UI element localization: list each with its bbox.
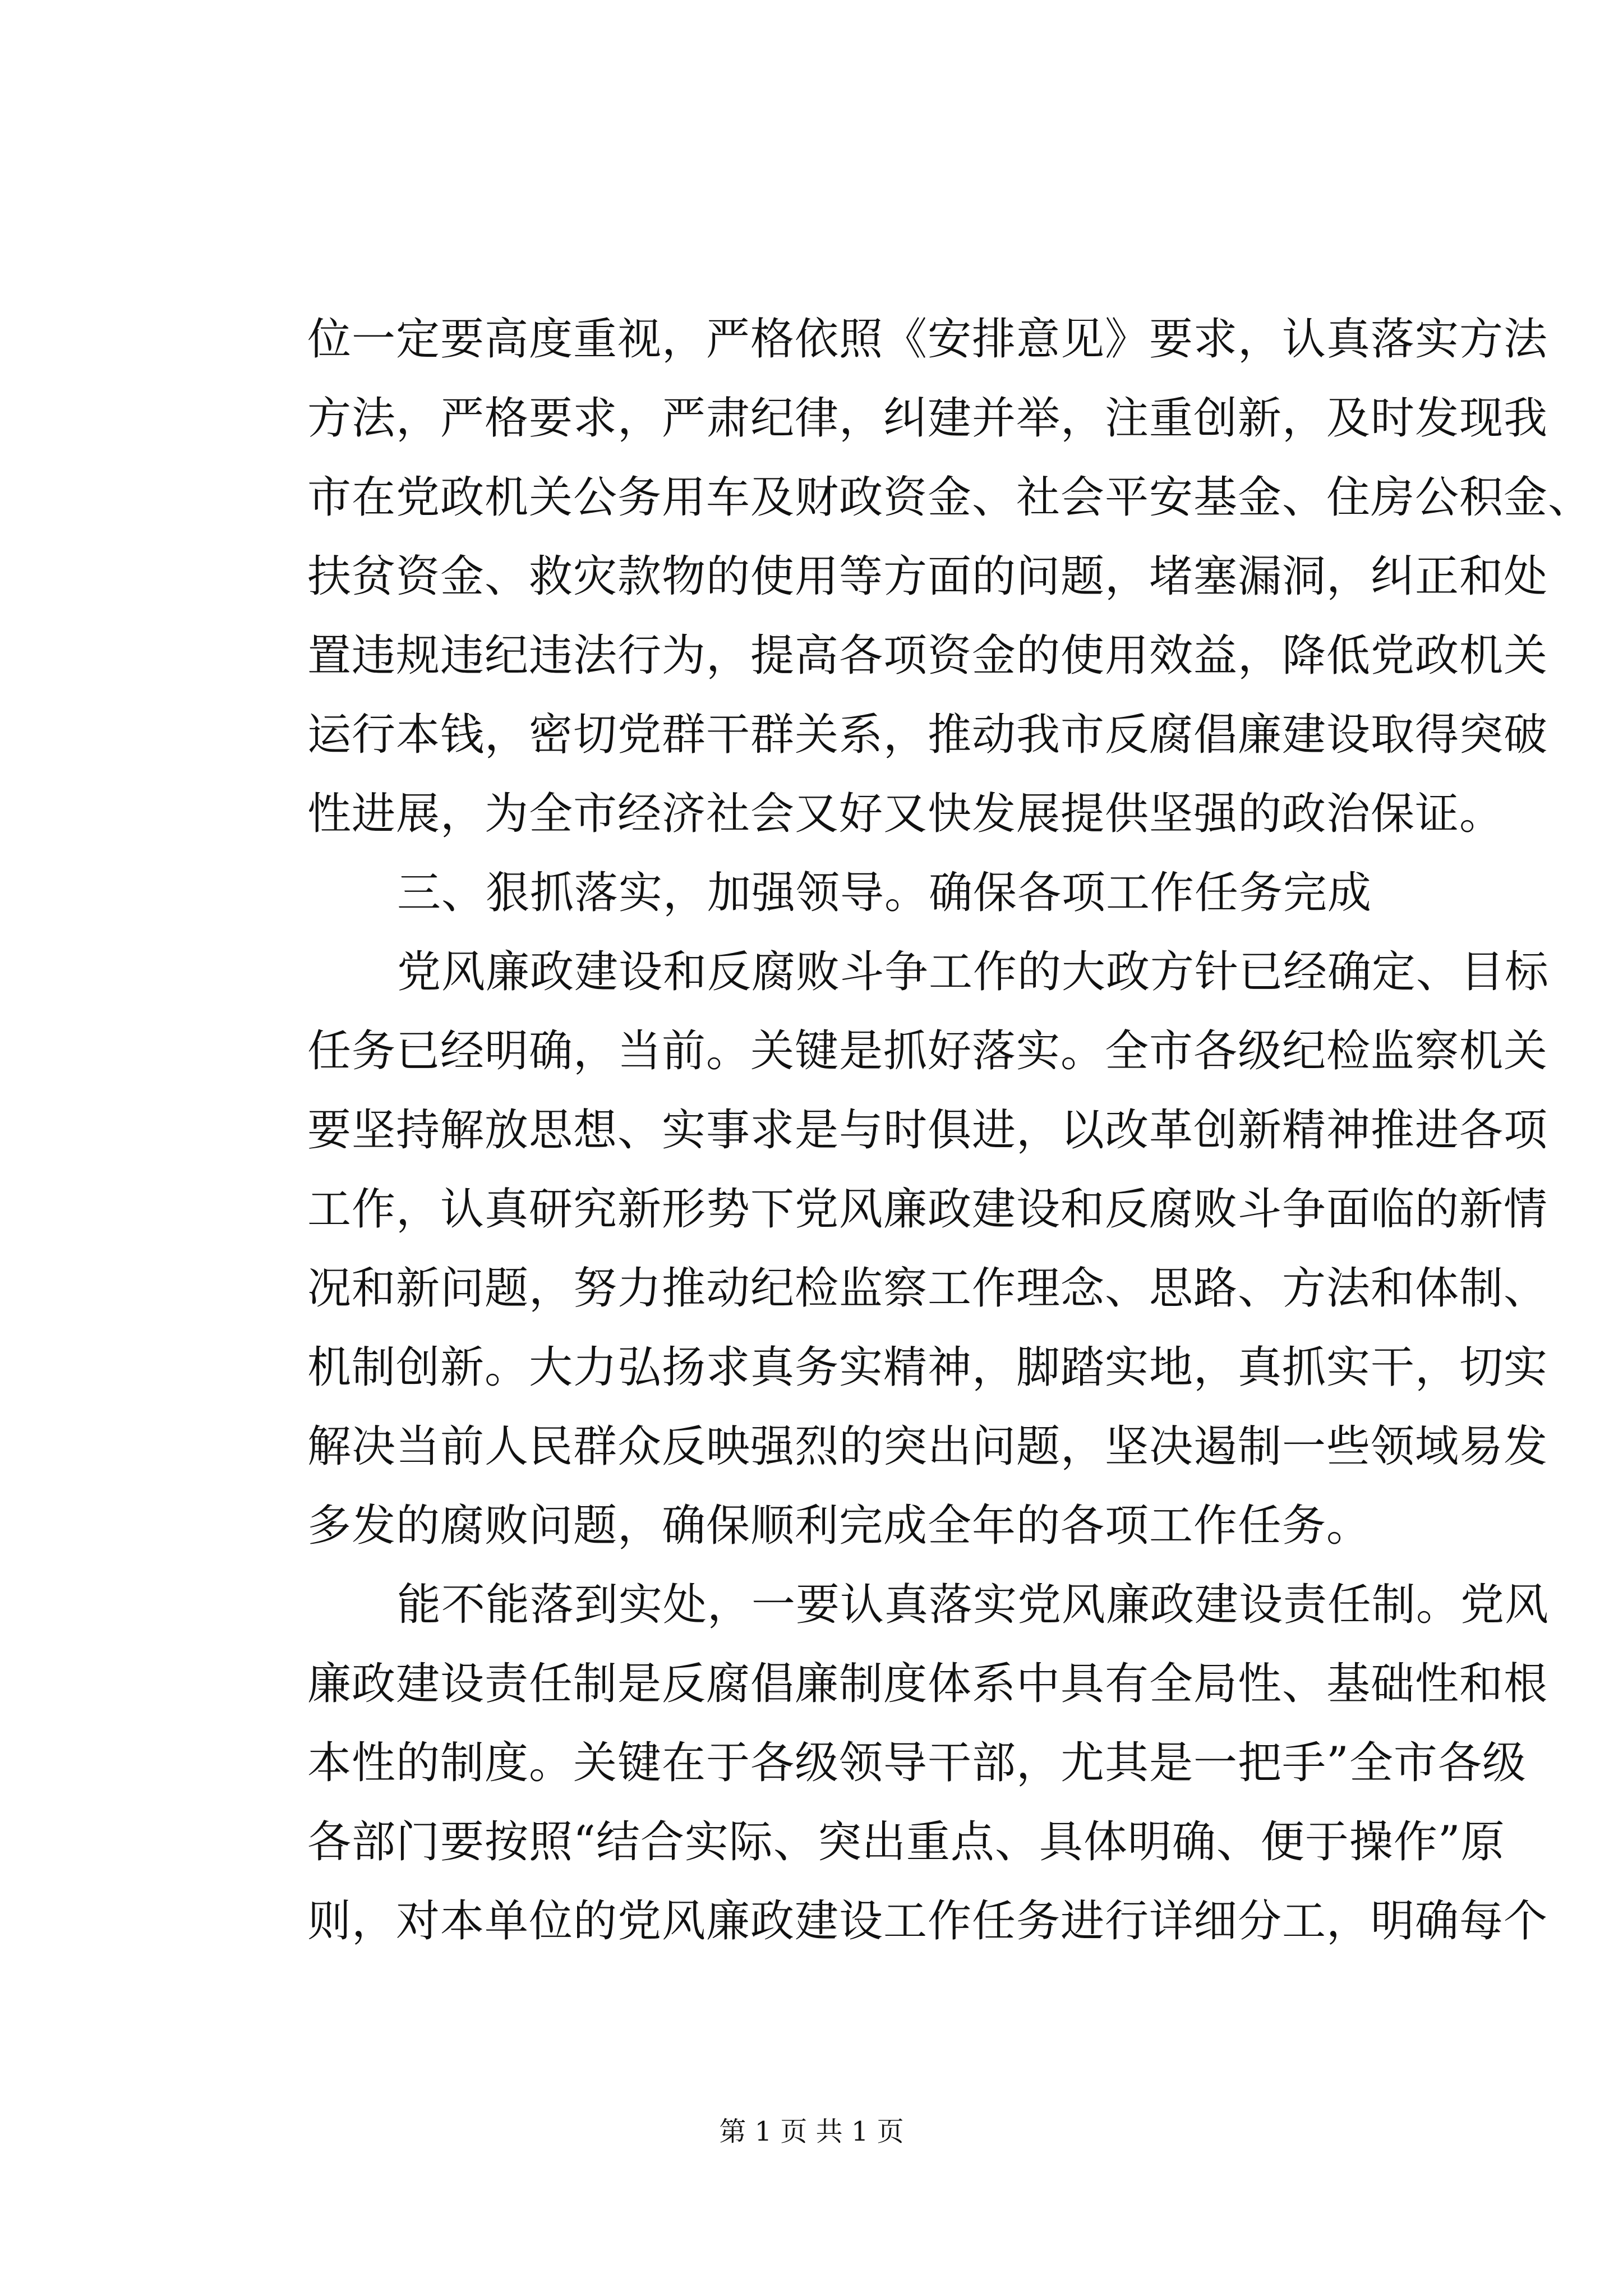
- text-line: 解决当前人民群众反映强烈的突出问题，坚决遏制一些领域易发: [307, 1421, 1548, 1472]
- document-body: [307, 300, 1593, 1961]
- text-line: 扶贫资金、救灾款物的使用等方面的问题，堵塞漏洞，纠正和处: [307, 551, 1548, 602]
- text-line: 位一定要高度重视，严格依照《安排意见》要求，认真落实方法: [307, 314, 1548, 365]
- text-line: 廉政建设责任制是反腐倡廉制度体系中具有全局性、基础性和根: [307, 1659, 1548, 1709]
- text-line: 性进展，为全市经济社会又好又快发展提供坚强的政治保证。: [307, 789, 1504, 839]
- text-line: 多发的腐败问题，确保顺利完成全年的各项工作任务。: [307, 1501, 1371, 1551]
- page-footer: 第 1 页 共 1 页: [719, 2116, 904, 2147]
- text-line: 任务已经明确，当前。关键是抓好落实。全市各级纪检监察机关: [307, 1026, 1548, 1076]
- text-line: 机制创新。大力弘扬求真务实精神，脚踏实地，真抓实干，切实: [307, 1342, 1548, 1393]
- text-line: 能不能落到实处，一要认真落实党风廉政建设责任制。党风: [397, 1580, 1550, 1630]
- text-line: 市在党政机关公务用车及财政资金、社会平安基金、住房公积金、: [307, 472, 1593, 523]
- text-line: 本性的制度。关键在于各级领导干部，尤其是一把手”全市各级: [307, 1738, 1527, 1788]
- text-line: 党风廉政建设和反腐败斗争工作的大政方针已经确定、目标: [397, 947, 1550, 997]
- text-line: 况和新问题，努力推动纪检监察工作理念、思路、方法和体制、: [307, 1263, 1548, 1314]
- text-line: 则，对本单位的党风廉政建设工作任务进行详细分工，明确每个: [307, 1896, 1548, 1947]
- text-line: 三、狠抓落实，加强领导。确保各项工作任务完成: [397, 868, 1372, 918]
- text-line: 工作，认真研究新形势下党风廉政建设和反腐败斗争面临的新情: [307, 1184, 1548, 1235]
- text-line: 要坚持解放思想、实事求是与时俱进，以改革创新精神推进各项: [307, 1105, 1548, 1156]
- text-line: 各部门要按照“结合实际、突出重点、具体明确、便于操作”原: [307, 1817, 1505, 1867]
- text-line: 方法，严格要求，严肃纪律，纠建并举，注重创新，及时发现我: [307, 393, 1548, 444]
- text-line: 运行本钱，密切党群干群关系，推动我市反腐倡廉建设取得突破: [307, 710, 1548, 760]
- text-line: 置违规违纪违法行为，提高各项资金的使用效益，降低党政机关: [307, 631, 1548, 681]
